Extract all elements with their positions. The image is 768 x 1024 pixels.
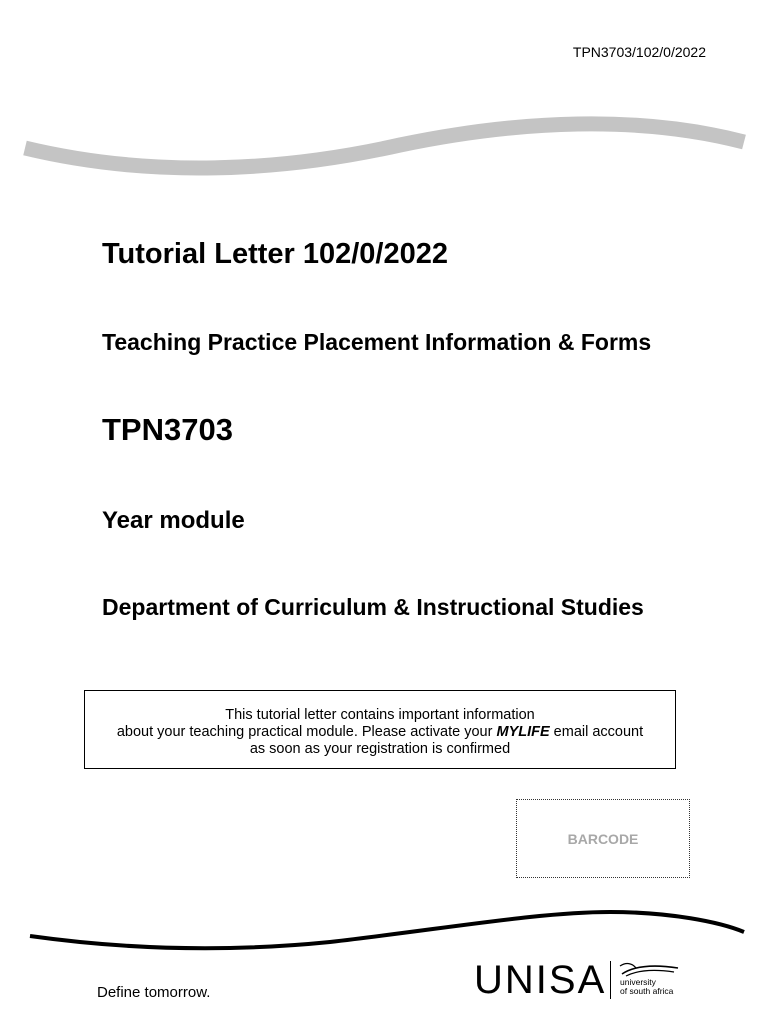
notice-box (84, 690, 676, 769)
logo-subtext-1: university (620, 977, 656, 987)
unisa-emblem-icon (618, 960, 682, 978)
logo-university-text (620, 978, 673, 996)
tutorial-letter-title: Tutorial Letter 102/0/2022 (102, 238, 449, 270)
notice-line-2-end: email account (549, 724, 644, 740)
logo-divider (610, 961, 611, 999)
department-name: Department of Curriculum & Instructional Studies (102, 594, 644, 620)
notice-line-1: This tutorial letter contains important information (225, 707, 535, 723)
decorative-black-wave (0, 900, 768, 960)
document-reference: TPN3703/102/0/2022 (572, 44, 706, 60)
decorative-grey-wave (0, 100, 768, 190)
letter-subtitle: Teaching Practice Placement Information & Forms (102, 329, 652, 355)
notice-line-3: as soon as your registration is confirmed (249, 741, 511, 757)
notice-line-2 (85, 724, 675, 741)
unisa-logo (474, 958, 694, 1004)
logo-subtext-2: of south africa (620, 986, 674, 996)
barcode-label: BARCODE (567, 830, 639, 847)
module-code: TPN3703 (102, 412, 233, 447)
mylife-emphasis: MYLIFE (496, 724, 550, 740)
notice-line-2-start: about your teaching practical module. Please activate your (116, 724, 497, 740)
barcode-placeholder (516, 799, 690, 878)
footer-tagline: Define tomorrow. (97, 984, 211, 1001)
unisa-wordmark: UNISA (474, 958, 607, 1002)
module-type: Year module (102, 507, 245, 534)
